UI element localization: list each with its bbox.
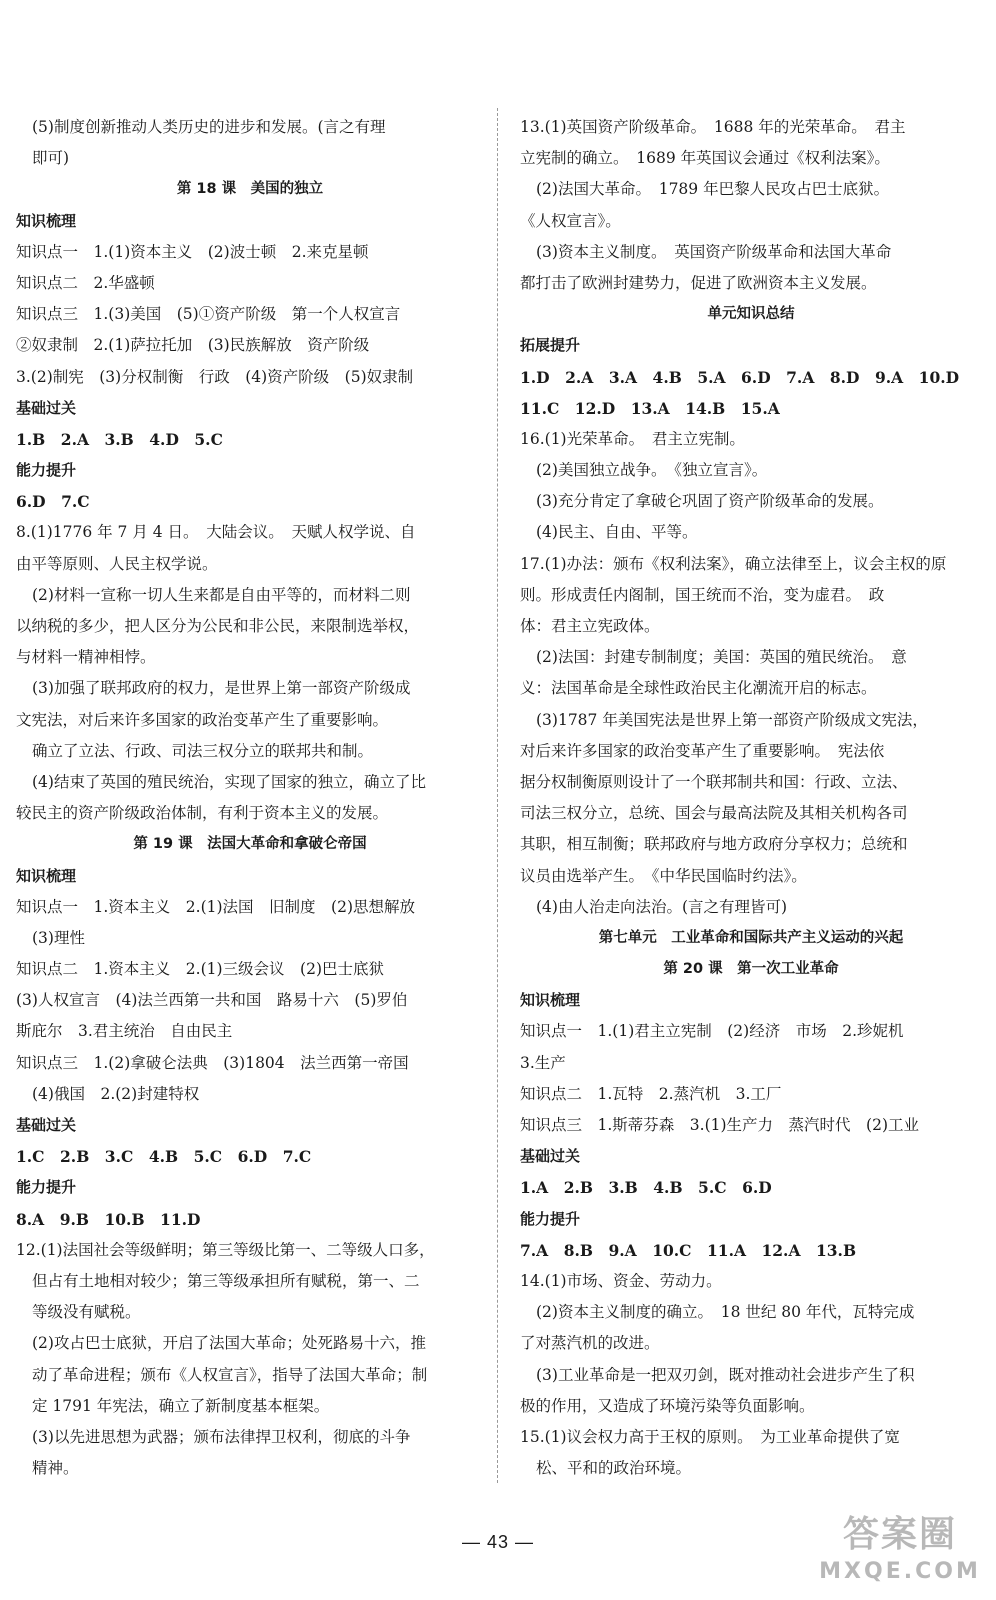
- text-line: 12.(1)法国社会等级鲜明；第三等级比第一、二等级人口多，: [16, 1240, 435, 1259]
- text-line: 据分权制衡原则设计了一个联邦制共和国：行政、立法、: [520, 772, 908, 791]
- text-line: (4)结束了英国的殖民统治，实现了国家的独立，确立了比: [32, 772, 426, 791]
- text-line: (4)由人治走向法治。(言之有理皆可): [536, 897, 788, 916]
- page-number: — 43 —: [461, 1532, 535, 1552]
- text-line: 松、平和的政治环境。: [536, 1459, 692, 1478]
- lesson-title: 第七单元 工业革命和国际共产主义运动的兴起: [598, 929, 904, 946]
- answer-line: 1.C 2.B 3.C 4.B 5.C 6.D 7.C: [16, 1147, 312, 1167]
- lesson-title: 第 20 课 第一次工业革命: [663, 961, 839, 978]
- text-line: 议员由选举产生。 《中华民国临时约法》。: [520, 866, 807, 885]
- answer-line: 1.A 2.B 3.B 4.B 5.C 6.D: [520, 1178, 772, 1198]
- text-line: 与材料一精神相悖。: [16, 648, 156, 667]
- text-line: 等级没有赋税。: [32, 1303, 141, 1322]
- text-line: 15.(1)议会权力高于王权的原则。 为工业革命提供了宽: [520, 1427, 900, 1446]
- text-line: 知识点二 1.资本主义 2.(1)三级会议 (2)巴士底狱: [16, 960, 384, 979]
- text-line: 对后来许多国家的政治变革产生了重要影响。 宪法依: [520, 741, 885, 760]
- text-line: 定 1791 年宪法，确立了新制度基本框架。: [32, 1396, 330, 1415]
- text-line: (2)法国：封建专制制度；美国：英国的殖民统治。 意: [536, 648, 907, 667]
- text-line: 知识点一 1.(1)君主立宪制 (2)经济 市场 2.珍妮机: [520, 1022, 904, 1041]
- text-line: (2)资本主义制度的确立。 18 世纪 80 年代，瓦特完成: [536, 1303, 915, 1322]
- text-line: 其职，相互制衡；联邦政府与地方政府分享权力；总统和: [520, 835, 908, 854]
- text-line: 司法三权分立，总统、国会与最高法院及其相关机构各司: [520, 804, 908, 823]
- text-line: 知识点三 1.(2)拿破仑法典 (3)1804 法兰西第一帝国: [16, 1053, 409, 1072]
- text-line: 知识点二 2.华盛顿: [16, 273, 155, 292]
- text-line: 由平等原则、人民主权学说。: [16, 554, 218, 573]
- text-line: 确立了立法、行政、司法三权分立的联邦共和制。: [32, 741, 374, 760]
- text-line: 知识点一 1.资本主义 2.(1)法国 旧制度 (2)思想解放: [16, 897, 415, 916]
- text-line: (4)民主、自由、平等。: [536, 523, 698, 542]
- text-line: (3)人权宣言 (4)法兰西第一共和国 路易十六 (5)罗伯: [16, 991, 408, 1010]
- text-line: 精神。: [32, 1459, 79, 1478]
- text-line: 文宪法，对后来许多国家的政治变革产生了重要影响。: [16, 710, 389, 729]
- answer-line: 8.A 9.B 10.B 11.D: [16, 1209, 201, 1229]
- text-line: (3)理性: [32, 928, 85, 947]
- section-heading: 能力提升: [16, 1178, 77, 1197]
- text-line: 8.(1)1776 年 7 月 4 日。 大陆会议。 天赋人权学说、自: [16, 523, 416, 542]
- text-line: 14.(1)市场、资金、劳动力。: [520, 1271, 722, 1290]
- text-line: 3.生产: [520, 1053, 566, 1072]
- text-line: 则。形成责任内阁制，国王统而不治，变为虚君。 政: [520, 585, 885, 604]
- section-heading: 知识梳理: [520, 991, 581, 1010]
- section-heading: 能力提升: [16, 461, 77, 480]
- text-line: 动了革命进程；颁布《人权宣言》，指导了法国大革命；制: [32, 1365, 428, 1384]
- text-line: 较民主的资产阶级政治体制，有利于资本主义的发展。: [16, 804, 389, 823]
- text-line: (3)充分肯定了拿破仑巩固了资产阶级革命的发展。: [536, 492, 884, 511]
- column-divider: [497, 108, 498, 1483]
- watermark-logo: [810, 1512, 990, 1596]
- text-line: 了对蒸汽机的改进。: [520, 1334, 660, 1353]
- left-column: [16, 112, 484, 1484]
- section-heading: 能力提升: [520, 1209, 581, 1228]
- section-heading: 基础过关: [16, 398, 77, 417]
- lesson-title: 第 19 课 法国大革命和拿破仑帝国: [133, 836, 367, 853]
- text-line: 以纳税的多少，把人区分为公民和非公民，来限制选举权，: [16, 617, 420, 635]
- text-line: (2)攻占巴士底狱，开启了法国大革命；处死路易十六，推: [32, 1334, 426, 1353]
- text-line: 但占有土地相对较少；第三等级承担所有赋税，第一、二: [32, 1271, 420, 1290]
- answer-line: 11.C 12.D 13.A 14.B 15.A: [520, 398, 780, 418]
- text-line: (4)俄国 2.(2)封建特权: [32, 1084, 200, 1103]
- section-heading: 基础过关: [520, 1147, 581, 1166]
- text-line: 体：君主立宪政体。: [520, 617, 660, 635]
- text-line: 都打击了欧洲封建势力，促进了欧洲资本主义发展。: [520, 273, 877, 292]
- lesson-title: 第 18 课 美国的独立: [176, 181, 324, 198]
- text-line: (3)资本主义制度。 英国资产阶级革命和法国大革命: [536, 242, 892, 261]
- watermark-logo-text: 答案圈: [842, 1514, 957, 1555]
- text-line: 13.(1)英国资产阶级革命。 1688 年的光荣革命。 君主: [520, 118, 906, 136]
- text-line: 知识点一 1.(1)资本主义 (2)波士顿 2.来克星顿: [16, 242, 369, 261]
- text-line: 义：法国革命是全球性政治民主化潮流开启的标志。: [520, 679, 877, 698]
- text-line: 《人权宣言》。: [520, 211, 621, 230]
- answer-line: 6.D 7.C: [16, 492, 90, 512]
- section-heading: 知识梳理: [16, 211, 77, 230]
- text-line: (2)材料一宣称一切人生来都是自由平等的，而材料二则: [32, 585, 411, 604]
- text-line: (3)加强了联邦政府的权力，是世界上第一部资产阶级成: [32, 679, 411, 698]
- text-line: 16.(1)光荣革命。 君主立宪制。: [520, 429, 745, 448]
- text-line: 知识点三 1.(3)美国 (5)①资产阶级 第一个人权宣言: [16, 305, 401, 324]
- section-heading: 基础过关: [16, 1116, 77, 1134]
- text-line: ②奴隶制 2.(1)萨拉托加 (3)民族解放 资产阶级: [16, 336, 370, 355]
- text-line: 立宪制的确立。 1689 年英国议会通过《权利法案》。: [520, 149, 890, 168]
- text-line: 知识点三 1.斯蒂芬森 3.(1)生产力 蒸汽时代 (2)工业: [520, 1116, 919, 1134]
- text-line: (2)美国独立战争。 《独立宣言》。: [536, 461, 768, 480]
- section-heading: 拓展提升: [520, 336, 581, 355]
- text-line: (3)1787 年美国宪法是世界上第一部资产阶级成文宪法，: [536, 710, 928, 729]
- text-line: (5)制度创新推动人类历史的进步和发展。(言之有理: [32, 118, 386, 136]
- text-line: 即可): [32, 149, 70, 168]
- text-line: 知识点二 1.瓦特 2.蒸汽机 3.工厂: [520, 1084, 782, 1103]
- text-line: (3)以先进思想为武器；颁布法律捍卫权利，彻底的斗争: [32, 1427, 411, 1446]
- text-line: 17.(1)办法：颁布《权利法案》，确立法律至上，议会主权的原: [520, 554, 947, 573]
- answer-line: 1.D 2.A 3.A 4.B 5.A 6.D 7.A 8.D 9.A 10.D: [520, 367, 960, 387]
- section-heading: 知识梳理: [16, 866, 77, 885]
- answer-line: 1.B 2.A 3.B 4.D 5.C: [16, 429, 223, 449]
- text-line: 极的作用，又造成了环境污染等负面影响。: [520, 1396, 815, 1415]
- answer-line: 7.A 8.B 9.A 10.C 11.A 12.A 13.B: [520, 1240, 857, 1260]
- text-line: (2)法国大革命。 1789 年巴黎人民攻占巴士底狱。: [536, 180, 890, 199]
- text-line: (3)工业革命是一把双刃剑，既对推动社会进步产生了积: [536, 1365, 915, 1384]
- right-column: [520, 112, 982, 1484]
- text-line: 斯庇尔 3.君主统治 自由民主: [16, 1022, 233, 1041]
- text-line: 3.(2)制宪 (3)分权制衡 行政 (4)资产阶级 (5)奴隶制: [16, 367, 414, 386]
- lesson-title: 单元知识总结: [707, 306, 795, 323]
- watermark-url: MXQE.COM: [819, 1559, 981, 1584]
